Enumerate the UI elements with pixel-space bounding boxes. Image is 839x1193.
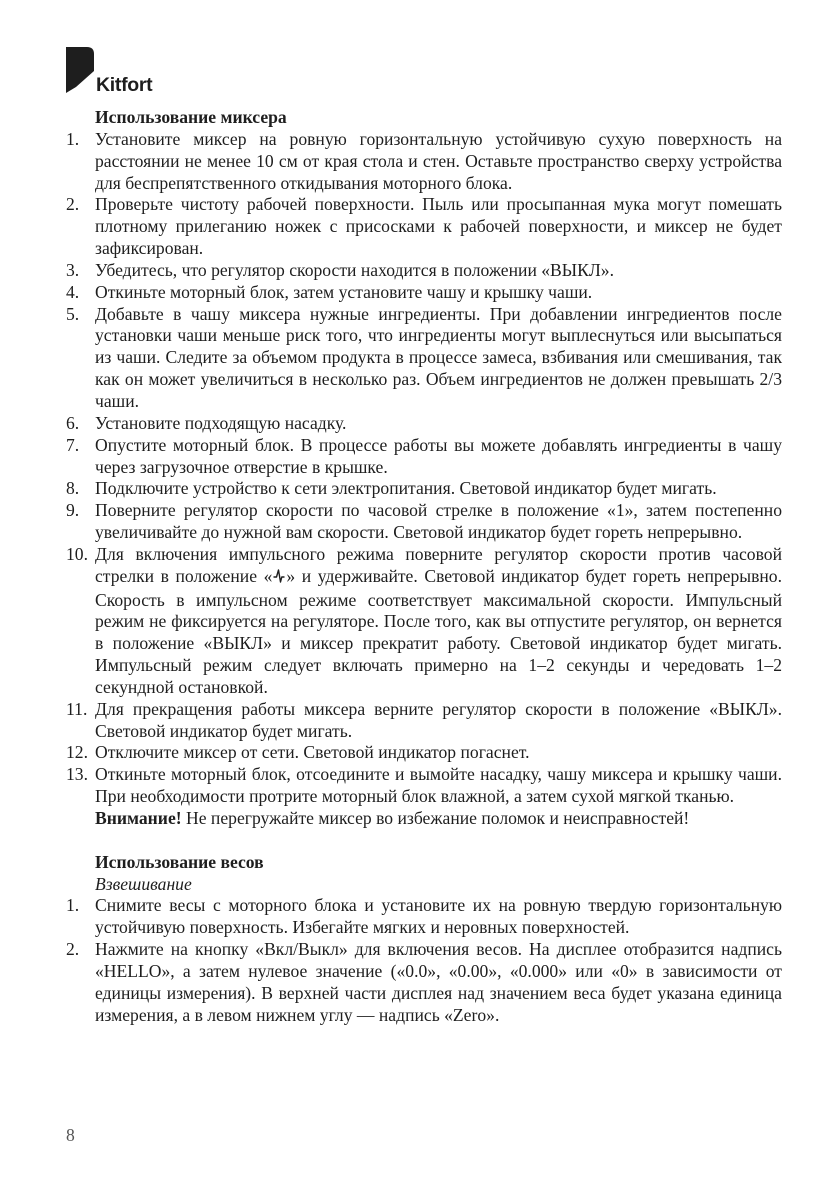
list-item bbox=[66, 895, 782, 939]
scales-steps-list bbox=[66, 895, 782, 1026]
item-text: Установите миксер на ровную горизонтальную устойчивую сухую поверхность на расстоянии не менее 10 см от края стола и стен. Оставьте пространство сверху устройства для беспрепятственного откидывания моторного блока. bbox=[95, 128, 782, 193]
kitfort-logo-icon bbox=[66, 47, 94, 95]
mixer-steps-list bbox=[66, 129, 782, 808]
item-text: Убедитесь, что регулятор скорости находится в положении «ВЫКЛ». bbox=[95, 259, 614, 280]
list-item bbox=[66, 478, 782, 500]
list-item bbox=[66, 544, 782, 699]
list-item bbox=[66, 129, 782, 195]
item-text-after: » и удерживайте. Световой индикатор будет гореть непрерывно. Скорость в импульсном режиме соответствует максимальной скорости. Импульсный режим не фиксируется на регуляторе. После того, как вы отпустите регулятор, он вернется в положение «ВЫКЛ» и миксер прекратит работу. Световой индикатор будет мигать. Импульсный режим следует включать примерно на 1–2 секунды и чередовать 1–2 секундной остановкой. bbox=[95, 565, 783, 697]
item-text: Опустите моторный блок. В процессе работы вы можете добавлять ингредиенты в чашу через загрузочное отверстие в крышке. bbox=[95, 434, 782, 477]
section-heading-scales: Использование весов bbox=[95, 851, 264, 872]
list-item bbox=[66, 194, 782, 260]
item-number: 4. bbox=[66, 281, 80, 302]
document-body bbox=[66, 107, 782, 1026]
list-item bbox=[66, 699, 782, 743]
brand-name: Kitfort bbox=[96, 74, 153, 96]
list-item bbox=[66, 304, 782, 413]
item-text: Откиньте моторный блок, затем установите чашу и крышку чаши. bbox=[95, 281, 593, 302]
subsection-heading-weighing: Взвешивание bbox=[95, 873, 192, 894]
item-text: Установите подходящую насадку. bbox=[95, 412, 347, 433]
item-number: 2. bbox=[66, 194, 80, 215]
item-number: 5. bbox=[66, 303, 80, 324]
section-heading-mixer: Использование миксера bbox=[95, 107, 287, 127]
item-number: 1. bbox=[66, 895, 80, 916]
item-text: Добавьте в чашу миксера нужные ингредиенты. При добавлении ингредиентов после установки чаши меньше риск того, что ингредиенты могут выплеснуться или высыпаться из чаши. Следите за объемом продукта в процессе замеса, взбивания или смешивания, так как он может увеличиться в несколько раз. Объем ингредиентов не должен превышать 2/3 чаши. bbox=[95, 303, 782, 411]
item-number: 3. bbox=[66, 259, 80, 280]
item-number: 12. bbox=[66, 742, 88, 763]
item-text: Проверьте чистоту рабочей поверхности. Пыль или просыпанная мука могут помешать плотному прилеганию ножек с присосками к рабочей поверхности, и миксер не будет зафиксирован. bbox=[95, 194, 782, 259]
list-item bbox=[66, 435, 782, 479]
item-number: 11. bbox=[66, 698, 88, 719]
list-item bbox=[66, 413, 782, 435]
item-text: Поверните регулятор скорости по часовой стрелке в положение «1», затем постепенно увеличивайте до нужной вам скорости. Световой индикатор будет гореть непрерывно. bbox=[95, 500, 782, 543]
item-text: Подключите устройство к сети электропитания. Световой индикатор будет мигать. bbox=[95, 478, 717, 499]
item-text: Отключите миксер от сети. Световой индикатор погаснет. bbox=[95, 742, 530, 763]
item-number: 8. bbox=[66, 478, 80, 499]
item-number: 7. bbox=[66, 434, 80, 455]
pulse-icon bbox=[273, 568, 285, 590]
item-number: 6. bbox=[66, 412, 80, 433]
warning-label: Внимание! bbox=[95, 808, 182, 828]
item-number: 1. bbox=[66, 128, 80, 149]
list-item bbox=[66, 939, 782, 1026]
item-number: 2. bbox=[66, 939, 80, 960]
page-number: 8 bbox=[66, 1125, 75, 1145]
item-text: Снимите весы с моторного блока и установите их на ровную твердую горизонтальную устойчивую поверхность. Избегайте мягких и неровных поверхностей. bbox=[95, 895, 782, 938]
list-item bbox=[66, 764, 782, 808]
item-text: Нажмите на кнопку «Вкл/Выкл» для включения весов. На дисплее отобразится надпись «HELLO», а затем нулевое значение («0.0», «0.00», «0.000» или «0» в зависимости от единицы измерения). В верхней части дисплея над значением веса будет указана единица измерения, а в левом нижнем углу — надпись «Zero». bbox=[95, 939, 782, 1025]
item-number: 9. bbox=[66, 500, 80, 521]
item-number: 10. bbox=[66, 543, 88, 564]
item-number: 13. bbox=[66, 764, 88, 785]
item-text: Для прекращения работы миксера верните регулятор скорости в положение «ВЫКЛ». Световой индикатор будет мигать. bbox=[95, 698, 782, 741]
list-item bbox=[66, 500, 782, 544]
item-text: Откиньте моторный блок, отсоедините и вымойте насадку, чашу миксера и крышку чаши. При необходимости протрите моторный блок влажной, а затем сухой мягкой тканью. bbox=[95, 764, 782, 807]
warning-note bbox=[66, 808, 782, 830]
warning-text: Не перегружайте миксер во избежание поломок и неисправностей! bbox=[181, 808, 690, 828]
list-item bbox=[66, 260, 782, 282]
item-text-before: Для включения импульсного режима поверните регулятор скорости против часовой стрелки в положение « bbox=[95, 543, 782, 586]
section-spacer bbox=[66, 830, 782, 852]
list-item bbox=[66, 282, 782, 304]
list-item bbox=[66, 742, 782, 764]
